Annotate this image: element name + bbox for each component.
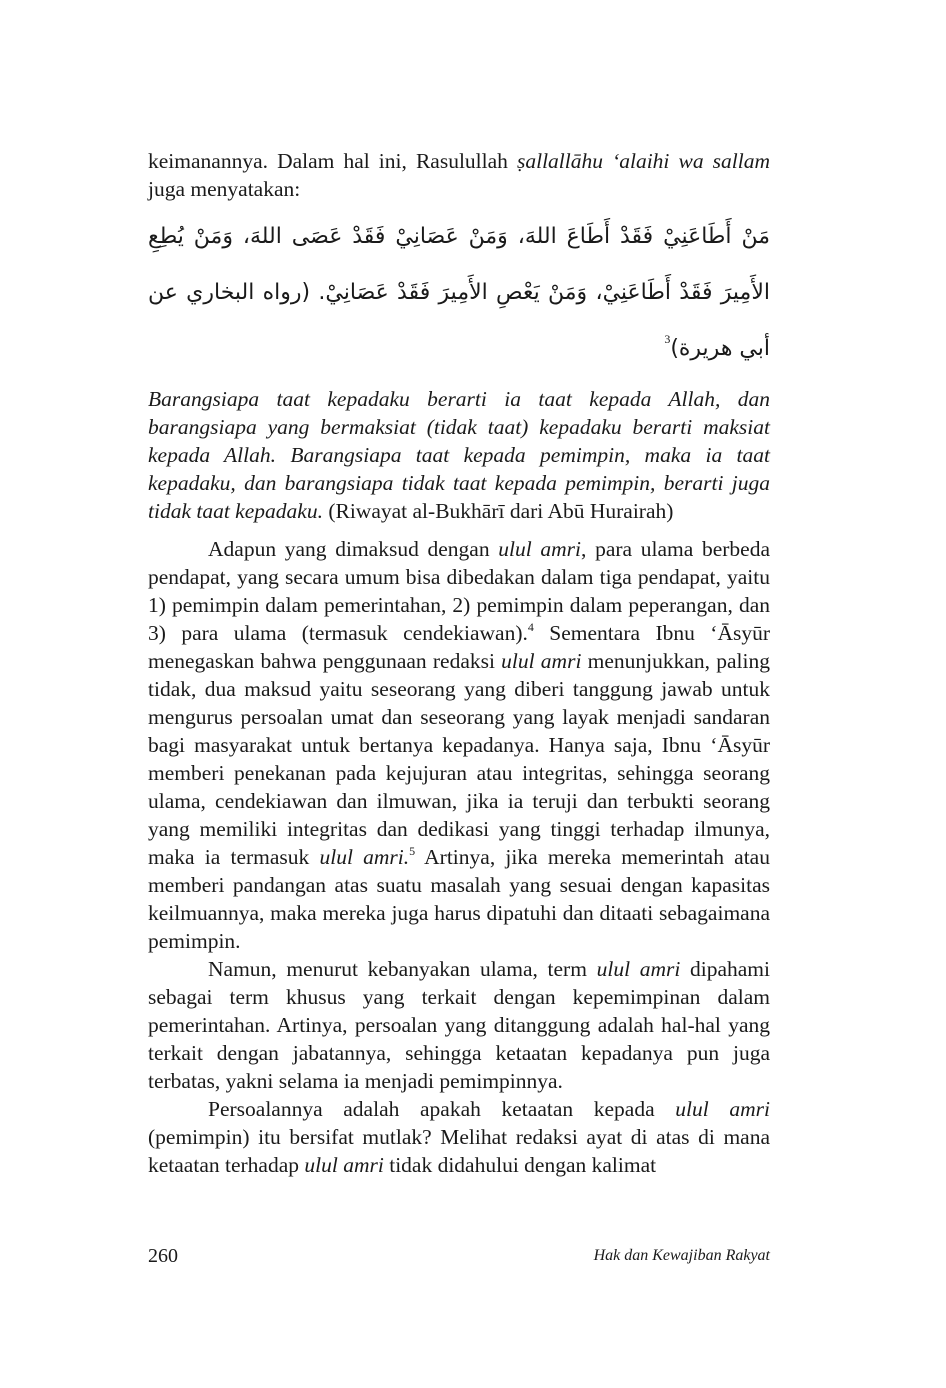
paragraph-ulul-amri-meaning xyxy=(148,535,770,955)
page-content xyxy=(148,147,770,1179)
page-number: 260 xyxy=(148,1245,178,1267)
text-run: Adapun yang dimaksud dengan xyxy=(208,537,499,561)
term-ulul-amri: ulul amri. xyxy=(319,845,410,869)
term-ulul-amri: ulul amri xyxy=(596,957,681,981)
term-ulul-amri: ulul amri xyxy=(304,1153,384,1177)
paragraph-majority-view xyxy=(148,955,770,1095)
text-run: Namun, menurut kebanyakan ulama, term xyxy=(208,957,597,981)
translation-source: (Riwayat al-Bukhārī dari Abū Hurairah) xyxy=(322,499,674,523)
footnote-ref-5[interactable]: 5 xyxy=(409,844,416,858)
hadith-translation xyxy=(148,385,770,525)
hadith-arabic-text: مَنْ أَطَاعَنِيْ فَقَدْ أَطَاعَ اللهَ، وَمَنْ عَصَانِيْ فَقَدْ عَصَى اللهَ، وَمَنْ يُطِعِ الأَمِيرَ فَقَدْ أَطَاعَنِيْ، وَمَنْ يَعْصِ الأَمِيرَ فَقَدْ عَصَانِيْ. (رواه البخاري عن أبي هريرة) xyxy=(148,224,770,361)
intro-paragraph xyxy=(148,147,770,203)
text-run: dipahami sebagai term khusus yang terkait dengan kepemimpinan dalam pemerintahan. Artinya, persoalan yang ditanggung adalah hal-hal yang terkait dengan jabatannya, sehingga ketaatan kepadanya pun juga terbatas, yakni selama ia menjadi pemimpinnya. xyxy=(148,957,770,1093)
term-ulul-amri: ulul amri xyxy=(675,1097,770,1121)
intro-text-end: juga menyatakan: xyxy=(148,177,301,201)
term-ulul-amri: ulul amri xyxy=(501,649,582,673)
footnote-ref-3[interactable]: 3 xyxy=(664,332,671,346)
term-ulul-amri: ulul amri xyxy=(498,537,582,561)
text-run: tidak didahului dengan kalimat xyxy=(383,1153,657,1177)
text-run: (pemimpin) itu bersifat mutlak? Melihat redaksi ayat di atas di mana ketaatan terhadap xyxy=(148,1125,770,1177)
footnote-ref-4[interactable]: 4 xyxy=(527,620,534,634)
text-run: , para ulama berbeda pendapat, yang secara umum bisa dibedakan dalam tiga pendapat, yaitu 1) pemimpin dalam pemerintahan, 2) pemimpin dalam peperangan, dan 3) para ulama (termasuk cendekiawan). xyxy=(148,537,770,645)
text-run: Artinya, jika mereka memerintah atau memberi pandangan atas suatu masalah yang sesuai dengan kapasitas keilmuannya, maka mereka juga harus dipatuhi dan ditaati sebagaimana pemimpin. xyxy=(148,845,770,953)
intro-text: keimanannya. Dalam hal ini, Rasulullah xyxy=(148,149,517,173)
hadith-arabic xyxy=(148,209,770,377)
text-run: menunjukkan, paling tidak, dua maksud yaitu seseorang yang diberi tanggung jawab untuk mengurus persoalan umat dan seseorang yang layak menjadi sandaran bagi masyarakat untuk bertanya kepadanya. Hanya saja, Ibnu ‘Āsyūr memberi penekanan pada kejujuran atau integritas, sehingga seorang ulama, cendekiawan dan ilmuwan, jika ia teruji dan terbukti seorang yang memiliki integritas dan dedikasi yang tinggi terhadap ilmunya, maka ia termasuk xyxy=(148,649,770,869)
paragraph-absolute-obedience xyxy=(148,1095,770,1179)
running-title: Hak dan Kewajiban Rakyat xyxy=(593,1247,770,1264)
translation-text: Barangsiapa taat kepadaku berarti ia taat kepada Allah, dan barangsiapa yang bermaksiat (tidak taat) kepadaku berarti maksiat kepada Allah. Barangsiapa taat kepada pemimpin, maka ia taat kepadaku, dan barangsiapa tidak taat kepada pemimpin, berarti juga tidak taat kepadaku. xyxy=(148,387,770,523)
page-footer xyxy=(148,1245,770,1269)
text-run: Sementara Ibnu ‘Āsyūr menegaskan bahwa penggunaan redaksi xyxy=(148,621,770,673)
text-run: Persoalannya adalah apakah ketaatan kepada xyxy=(208,1097,676,1121)
honorific-phrase: ṣallallāhu ‘alaihi wa sallam xyxy=(516,149,770,173)
